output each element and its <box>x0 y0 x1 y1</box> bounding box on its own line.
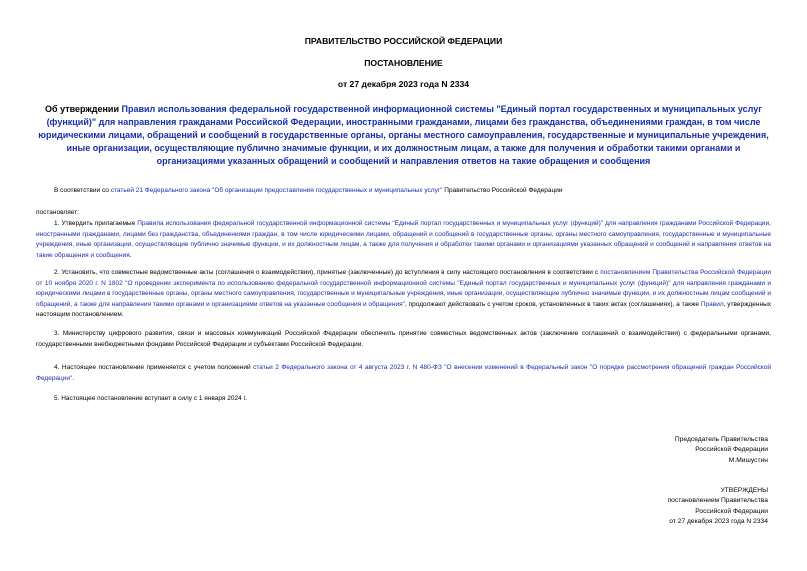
law-480fz-link[interactable]: статьи 2 Федерального закона от 4 августа 2023 г. N 480-ФЗ "О внесении изменений в Федеральный закон "О порядке рассмотрения обращений граждан Российской Федерации" <box>36 364 771 382</box>
government-heading: ПРАВИТЕЛЬСТВО РОССИЙСКОЙ ФЕДЕРАЦИИ <box>304 36 503 46</box>
law-article-21-link[interactable]: статьей 21 Федерального закона "Об организации предоставления государственных и муниципальных услуг" <box>110 187 443 194</box>
paragraph-2-prefix: 2. Установить, что совместные ведомственные акты (соглашения о взаимодействии), принятые (заключенные) до вступления в силу настоящего постановления в соответствии с <box>54 269 601 276</box>
paragraph-2-middle: , продолжают действовать с учетом сроков, установленных в таких актах (соглашениях), а также <box>404 300 701 308</box>
paragraph-1 <box>36 219 771 261</box>
paragraph-3: 3. Министерству цифрового развития, связи и массовых коммуникаций Российской Федерации обеспечить принятие совместных ведомственных актов (заключение соглашений о взаимодействии) с федеральными органами, государственными внебюджетными фондами Российской Федерации и субъектами Российской Федерации. <box>36 330 771 348</box>
signature-position: Председатель Правительства <box>674 436 768 443</box>
rules-link[interactable]: Правил <box>700 300 724 308</box>
paragraph-2-suffix: , утвержденных настоящим постановлением. <box>36 300 771 318</box>
signature-name: М.Мишустин <box>728 456 768 464</box>
preamble-suffix: Правительство Российской Федерации <box>442 187 563 194</box>
document-title <box>36 103 771 168</box>
document-type: ПОСТАНОВЛЕНИЕ <box>364 58 443 68</box>
title-rules-link[interactable]: Правил использования федеральной государственной информационной системы "Единый портал государственных и муниципальных услуг (функций)" для направления гражданами Российской Федерации, иностранными гражданами, лицами без гражданства, объединениями граждан, в том числе юридическими лицами, обращений и сообщений в государственные органы, органы местного самоуправления, государственные и муниципальные учреждения, иные организации, осуществляющие публично значимые функции, и их должностным лицам, а также для получения и обработки такими органами и организациями указанных обращений и сообщений и направления ответов на такие обращения и сообщения <box>38 104 769 166</box>
signature-country: Российской Федерации <box>695 446 768 454</box>
preamble-paragraph <box>36 186 771 197</box>
signature-block <box>675 435 768 466</box>
document-date-number: от 27 декабря 2023 года N 2334 <box>337 79 470 89</box>
resolution-1802-link[interactable]: постановлением Правительства Российской Федерации от 10 ноября 2020 г. N 1802 "О проведении эксперимента по использованию федеральной государственной информационной системы "Единый портал государственных и муниципальных услуг (функций)" для направления гражданами и юридическими лицами в государственные органы, органы местного самоуправления, государственные и муниципальные учреждения, иные организации, осуществляющие публично значимые функции, и их должностным лицам сообщений и обращений, а также для направления такими органами и организациями ответов на указанные сообщения и обращения" <box>36 269 771 308</box>
paragraph-4-prefix: 4. Настоящее постановление применяется с учетом положений <box>54 364 254 371</box>
approval-label: УТВЕРЖДЕНЫ <box>720 487 768 494</box>
decree-word: постановляет: <box>36 209 79 216</box>
paragraph-4 <box>36 363 771 384</box>
approval-country: Российской Федерации <box>695 507 768 515</box>
paragraph-1-prefix: 1. Утвердить прилагаемые <box>54 220 138 227</box>
paragraph-5: 5. Настоящее постановление вступает в силу с 1 января 2024 г. <box>54 395 247 402</box>
approval-stamp <box>668 486 768 527</box>
approval-by: постановлением Правительства <box>667 497 768 505</box>
preamble-prefix: В соответствии со <box>54 187 111 194</box>
paragraph-1-suffix: . <box>129 251 132 259</box>
paragraph-2 <box>36 268 771 321</box>
approved-rules-link[interactable]: Правила использования федеральной государственной информационной системы "Единый портал государственных и муниципальных услуг (функций)" для направления гражданами Российской Федерации, иностранными гражданами, лицами без гражданства, объединениями граждан, в том числе юридическими лицами, обращений и сообщений в государственные органы, органы местного самоуправления, государственные и муниципальные учреждения, иные организации, осуществляющие публично значимые функции, и их должностным лицам, а также для получения и обработки такими органами и организациями указанных обращений и сообщений и направления ответов на такие обращения и сообщения <box>36 220 771 259</box>
paragraph-4-suffix: . <box>72 374 75 382</box>
title-prefix: Об утверждении <box>45 104 122 114</box>
approval-date: от 27 декабря 2023 года N 2334 <box>669 517 768 525</box>
